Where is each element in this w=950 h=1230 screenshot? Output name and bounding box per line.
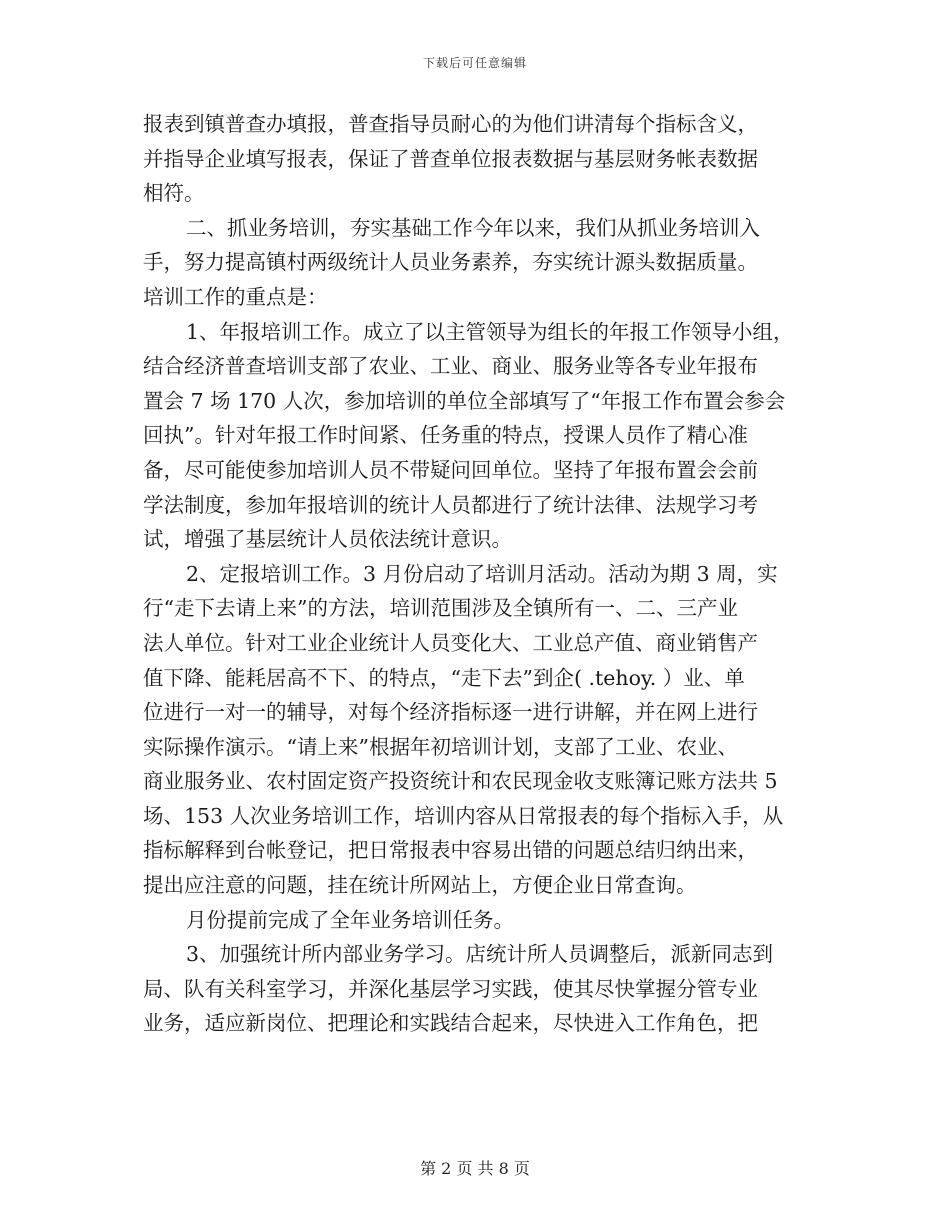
text-line: 1、年报培训工作。成立了以主管领导为组长的年报工作领导小组， (186, 319, 794, 344)
text-line: 2、定报培训工作。3 月份启动了培训月活动。活动为期 3 周，实 (186, 561, 778, 586)
text-line: 报表到镇普查办填报，普查指导员耐心的为他们讲清每个指标含义， (143, 112, 758, 136)
text-line: 位进行一对一的辅导，对每个经济指标逐一进行讲解，并在网上进行 (143, 700, 758, 725)
text-line: 备，尽可能使参加培训人员不带疑问回单位。坚持了年报布置会会前 (143, 457, 758, 482)
text-line: 学法制度，参加年报培训的统计人员都进行了统计法律、法规学习考 (143, 492, 758, 517)
text-line: 月份提前完成了全年业务培训任务。 (186, 907, 514, 932)
document-body (143, 107, 815, 1041)
text-line: 业务，适应新岗位、把理论和实践结合起来，尽快进入工作角色，把 (143, 1011, 758, 1036)
text-line: 结合经济普查培训支部了农业、工业、商业、服务业等各专业年报布 (143, 354, 758, 379)
text-line: 值下降、能耗居高不下、的特点，“走下去”到企( .tehoy. ）业、单 (143, 665, 745, 690)
text-line: 回执”。针对年报工作时间紧、任务重的特点，授课人员作了精心准 (143, 423, 748, 448)
text-line: 手，努力提高镇村两级统计人员业务素养，夯实统计源头数据质量。 (143, 250, 758, 275)
text-line: 并指导企业填写报表，保证了普查单位报表数据与基层财务帐表数据 (143, 146, 758, 171)
text-line: 行“走下去请上来”的方法，培训范围涉及全镇所有一、二、三产业 (143, 596, 738, 621)
text-line: 商业服务业、农村固定资产投资统计和农民现金收支账簿记账方法共 5 (143, 769, 778, 794)
text-line: 试，增强了基层统计人员依法统计意识。 (143, 527, 512, 552)
text-line: 局、队有关科室学习，并深化基层学习实践，使其尽快掌握分管专业 (143, 976, 758, 1001)
text-line: 相符。 (143, 181, 205, 206)
page-footer: 第 2 页 共 8 页 (420, 1159, 530, 1178)
text-line: 提出应注意的问题，挂在统计所网站上，方便企业日常查询。 (143, 873, 697, 898)
text-line: 培训工作的重点是： (143, 284, 328, 309)
text-line: 指标解释到台帐登记，把日常报表中容易出错的问题总结归纳出来， (143, 838, 758, 863)
text-line: 置会 7 场 170 人次，参加培训的单位全部填写了“年报工作布置会参会 (143, 388, 786, 413)
text-line: 法人单位。针对工业企业统计人员变化大、工业总产值、商业销售产 (143, 630, 758, 655)
text-line: 3、加强统计所内部业务学习。店统计所人员调整后，派新同志到 (186, 942, 774, 967)
text-line: 场、153 人次业务培训工作，培训内容从日常报表的每个指标入手，从 (143, 803, 784, 828)
text-line: 实际操作演示。“请上来”根据年初培训计划，支部了工业、农业、 (143, 734, 738, 759)
text-line: 二、抓业务培训，夯实基础工作今年以来，我们从抓业务培训入 (186, 215, 760, 240)
page-header: 下载后可任意编辑 (422, 56, 527, 70)
